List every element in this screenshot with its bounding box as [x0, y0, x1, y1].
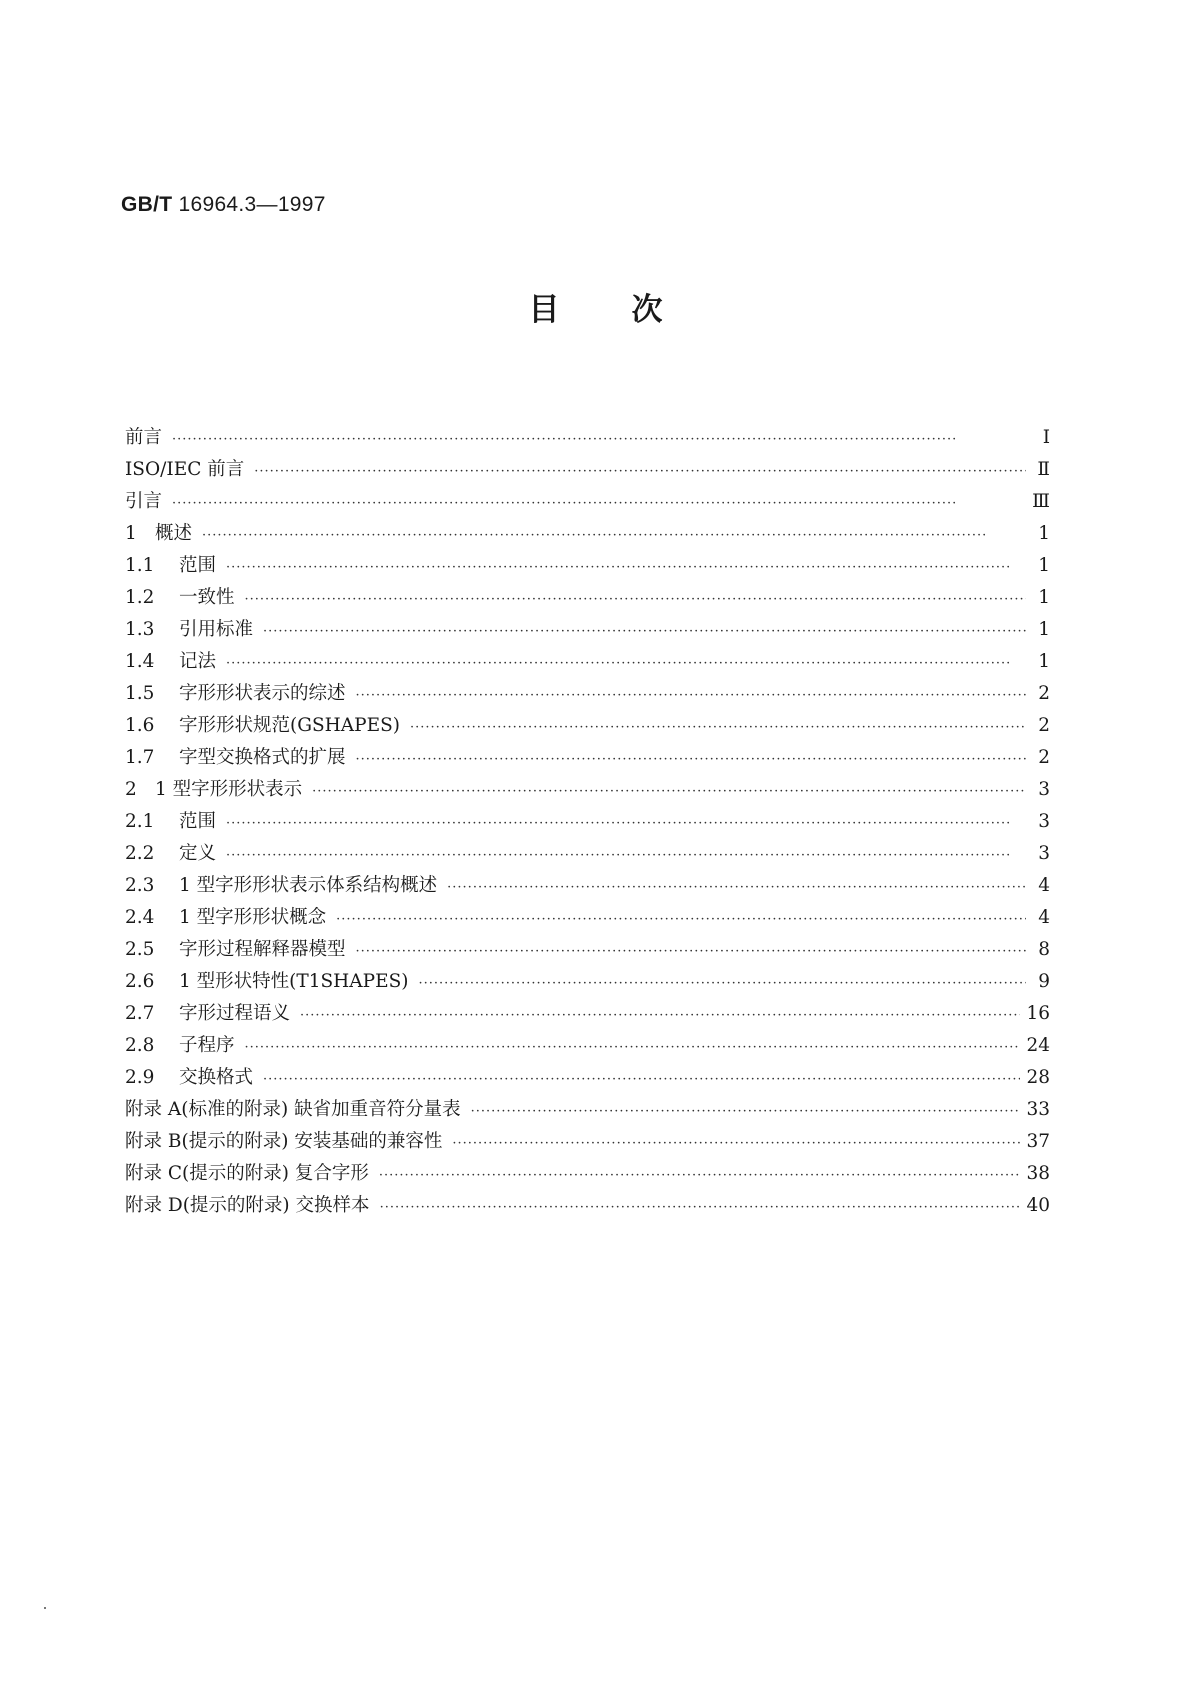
dot-leader [263, 1064, 1020, 1096]
toc-section-number: 2.9 [125, 1067, 155, 1088]
dot-leader [172, 424, 1026, 456]
toc-entry[interactable] [125, 1094, 1050, 1126]
dot-leader [447, 872, 1026, 904]
toc-page-number: 16 [1026, 1003, 1050, 1024]
toc-entry[interactable] [125, 486, 1050, 518]
toc-section-number: 2 [125, 779, 137, 800]
toc-section-title: 范围 [179, 555, 217, 576]
dot-leader [263, 616, 1026, 648]
toc-section-title: 1 型字形形状概念 [179, 907, 327, 928]
dot-leader [226, 808, 1026, 840]
dot-leader [245, 1032, 1021, 1064]
toc-section-number: 2.7 [125, 1003, 155, 1024]
toc-entry[interactable] [125, 1190, 1050, 1222]
toc-page-number: I [1042, 427, 1050, 448]
toc-entry-label [125, 454, 254, 486]
toc-entry-label [125, 1190, 380, 1222]
toc-section-title: 交换样本 [295, 1195, 370, 1216]
toc-entry[interactable] [125, 422, 1050, 454]
toc-entry[interactable] [125, 870, 1050, 902]
toc-entry-label [125, 486, 172, 518]
toc-section-number: 1.1 [125, 555, 155, 576]
toc-section-title: 定义 [179, 843, 217, 864]
dot-leader [226, 840, 1026, 872]
toc-section-number: 附录 A(标准的附录) [125, 1099, 289, 1120]
dot-leader [410, 712, 1026, 744]
toc-entry[interactable] [125, 646, 1050, 678]
toc-page-number: 3 [1038, 843, 1050, 864]
toc-entry[interactable] [125, 518, 1050, 550]
toc-entry[interactable] [125, 966, 1050, 998]
toc-page-number: 9 [1038, 971, 1050, 992]
toc-section-number: 2.4 [125, 907, 155, 928]
toc-entry[interactable] [125, 710, 1050, 742]
toc-section-number: 2.8 [125, 1035, 155, 1056]
toc-entry[interactable] [125, 774, 1050, 806]
toc-entry-label [125, 870, 447, 902]
toc-page-number: 33 [1026, 1099, 1050, 1120]
toc-entry-label [125, 518, 202, 550]
toc-section-number: 1.3 [125, 619, 155, 640]
toc-page-number: 1 [1038, 619, 1050, 640]
toc-entry-label [125, 1158, 379, 1190]
dot-leader [356, 744, 1026, 776]
toc-entry[interactable] [125, 614, 1050, 646]
toc-section-title: 1 型字形形状表示体系结构概述 [179, 875, 438, 896]
toc-section-number: 1.4 [125, 651, 155, 672]
toc-section-number: 1.7 [125, 747, 155, 768]
standard-code [121, 193, 326, 217]
toc-entry-label [125, 614, 263, 646]
toc-section-title: 1 型字形形状表示 [155, 779, 303, 800]
toc-entry-label [125, 934, 356, 966]
toc-entry[interactable] [125, 582, 1050, 614]
toc-entry[interactable] [125, 454, 1050, 486]
toc-page-number: 4 [1038, 907, 1050, 928]
toc-entry[interactable] [125, 806, 1050, 838]
toc-section-number: 1.2 [125, 587, 155, 608]
toc-entry-label [125, 774, 312, 806]
toc-entry[interactable] [125, 742, 1050, 774]
dot-leader [471, 1096, 1021, 1128]
toc-entry-label [125, 902, 336, 934]
toc-section-number: 2.5 [125, 939, 155, 960]
toc-section-number: 1.6 [125, 715, 155, 736]
toc-entry-label [125, 742, 356, 774]
toc-entry-label [125, 1030, 245, 1062]
dot-leader [380, 1192, 1021, 1224]
toc-section-title: 字形过程语义 [179, 1003, 291, 1024]
toc-entry[interactable] [125, 838, 1050, 870]
dot-leader [356, 680, 1026, 712]
toc-entry-label [125, 582, 245, 614]
dot-leader [300, 1000, 1020, 1032]
toc-section-number: 2.3 [125, 875, 155, 896]
toc-section-title: 复合字形 [294, 1163, 369, 1184]
toc-section-number: 附录 B(提示的附录) [125, 1131, 289, 1152]
toc-entry-label [125, 646, 226, 678]
dot-leader [245, 584, 1026, 616]
toc-entry-label [125, 998, 300, 1030]
toc-page-number: Ⅱ [1037, 459, 1050, 480]
standard-code-number: 16964.3—1997 [178, 193, 326, 216]
toc-entry-label [125, 1062, 263, 1094]
toc-entry[interactable] [125, 678, 1050, 710]
toc-section-title: 前言 [125, 427, 163, 448]
toc-section-title: 范围 [179, 811, 217, 832]
dot-leader [379, 1160, 1021, 1192]
toc-entry[interactable] [125, 902, 1050, 934]
toc-entry-label [125, 838, 226, 870]
scan-speck [44, 1607, 46, 1609]
toc-section-title: 字型交换格式的扩展 [179, 747, 346, 768]
toc-page-number: 3 [1038, 779, 1050, 800]
toc-entry-label [125, 806, 226, 838]
page-title: 目次 [528, 292, 735, 328]
dot-leader [172, 488, 1026, 520]
toc-page-number: 1 [1038, 651, 1050, 672]
toc-entry-label [125, 422, 172, 454]
toc-page-number: 2 [1038, 683, 1050, 704]
toc-section-title: 子程序 [179, 1035, 235, 1056]
toc-entry-label [125, 1126, 452, 1158]
toc-section-title: 概述 [155, 523, 193, 544]
toc-page-number: 1 [1038, 555, 1050, 576]
toc-entry[interactable] [125, 550, 1050, 582]
toc-page-number: 1 [1038, 587, 1050, 608]
toc-page-number: 3 [1038, 811, 1050, 832]
toc-entry[interactable] [125, 1126, 1050, 1158]
dot-leader [356, 936, 1026, 968]
toc-section-title: ISO/IEC 前言 [125, 459, 245, 480]
toc-page-number: 28 [1026, 1067, 1050, 1088]
toc-section-title: 1 型形状特性(T1SHAPES) [179, 971, 409, 992]
toc-section-title: 缺省加重音符分量表 [294, 1099, 461, 1120]
dot-leader [226, 648, 1026, 680]
toc-page-number: 24 [1026, 1035, 1050, 1056]
dot-leader [254, 456, 1026, 488]
toc-page-number: 1 [1038, 523, 1050, 544]
toc-entry-label [125, 678, 356, 710]
toc-section-title: 引用标准 [179, 619, 254, 640]
toc-section-number: 1.5 [125, 683, 155, 704]
toc-section-title: 字形形状规范(GSHAPES) [179, 715, 401, 736]
toc-page-number: 40 [1026, 1195, 1050, 1216]
toc-section-title: 一致性 [179, 587, 235, 608]
dot-leader [336, 904, 1026, 936]
toc-section-title: 字形形状表示的综述 [179, 683, 346, 704]
toc-entry[interactable] [125, 1062, 1050, 1094]
toc-section-title: 引言 [125, 491, 163, 512]
dot-leader [452, 1128, 1020, 1160]
toc-entry[interactable] [125, 1030, 1050, 1062]
standard-code-prefix: GB/T [121, 193, 173, 216]
toc-page-number: 8 [1038, 939, 1050, 960]
toc-entry-label [125, 710, 410, 742]
toc-section-title: 安装基础的兼容性 [294, 1131, 443, 1152]
toc-entry-label [125, 966, 419, 998]
toc-page-number: 4 [1038, 875, 1050, 896]
toc-page-number: 38 [1026, 1163, 1050, 1184]
toc-page-number: 2 [1038, 715, 1050, 736]
toc-entry-label [125, 550, 226, 582]
toc-page-number: Ⅲ [1032, 491, 1050, 512]
toc-entry[interactable] [125, 998, 1050, 1030]
toc-section-number: 1 [125, 523, 137, 544]
dot-leader [202, 520, 1026, 552]
toc-entry[interactable] [125, 1158, 1050, 1190]
dot-leader [419, 968, 1027, 1000]
toc-section-number: 附录 D(提示的附录) [125, 1195, 290, 1216]
dot-leader [312, 776, 1026, 808]
toc-entry[interactable] [125, 934, 1050, 966]
toc-section-number: 2.6 [125, 971, 155, 992]
toc-section-title: 交换格式 [179, 1067, 254, 1088]
toc-entry-label [125, 1094, 471, 1126]
toc-page-number: 2 [1038, 747, 1050, 768]
toc-section-number: 2.2 [125, 843, 155, 864]
toc-section-number: 附录 C(提示的附录) [125, 1163, 289, 1184]
toc-page-number: 37 [1026, 1131, 1050, 1152]
dot-leader [226, 552, 1026, 584]
toc-section-number: 2.1 [125, 811, 155, 832]
toc-section-title: 记法 [179, 651, 217, 672]
table-of-contents [125, 422, 1050, 1222]
toc-section-title: 字形过程解释器模型 [179, 939, 346, 960]
